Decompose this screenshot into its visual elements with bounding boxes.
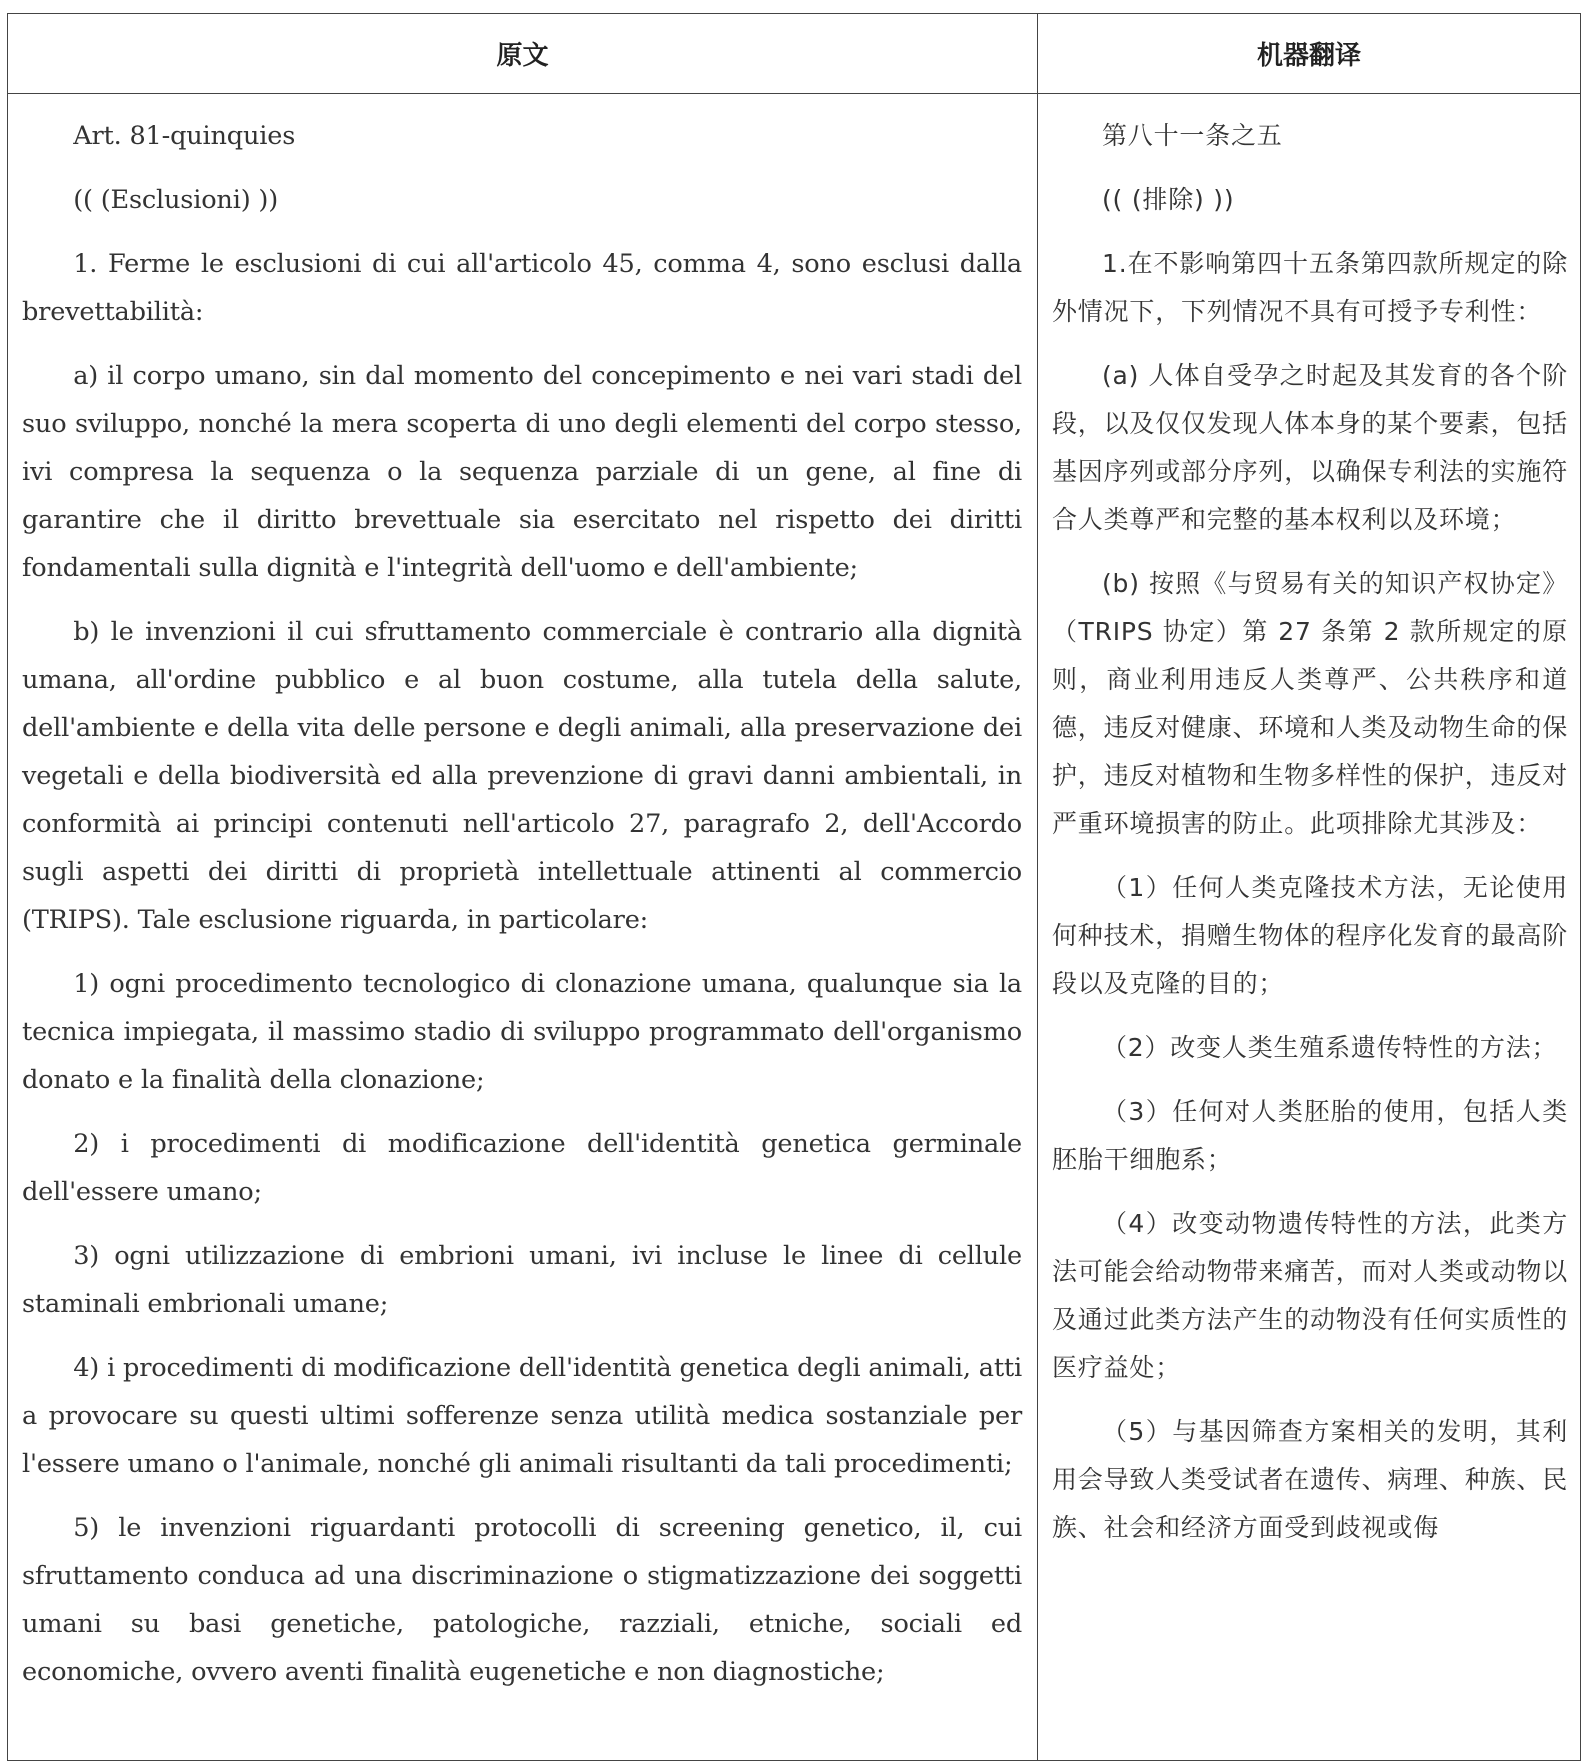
original-paragraph: 1. Ferme le esclusioni di cui all'articolo 45, comma 4, sono esclusi dalla brevettabilità: bbox=[22, 249, 1022, 327]
original-paragraph: Art. 81-quinquies bbox=[73, 121, 296, 151]
original-paragraph: 2) i procedimenti di modificazione dell'identità genetica germinale dell'essere umano; bbox=[22, 1129, 1022, 1207]
translation-text-cell bbox=[1038, 94, 1580, 1760]
translation-paragraph: （1）任何人类克隆技术方法，无论使用何种技术，捐赠生物体的程序化发育的最高阶段以及克隆的目的； bbox=[1052, 873, 1569, 998]
original-paragraph: 3) ogni utilizzazione di embrioni umani, ivi incluse le linee di cellule staminali embrionali umane; bbox=[22, 1241, 1022, 1319]
comparison-table bbox=[7, 13, 1581, 1761]
translation-paragraph: （2）改变人类生殖系遗传特性的方法； bbox=[1102, 1033, 1558, 1062]
header-translation: 机器翻译 bbox=[1256, 41, 1361, 71]
original-paragraph: 5) le invenzioni riguardanti protocolli di screening genetico, il, cui sfruttamento conduca ad una discriminazione o stigmatizzazione dei soggetti umani su basi genetiche, patologiche, razziali, etniche, sociali ed economiche, ovvero aventi finalità eugenetiche e non diagnostiche; bbox=[22, 1513, 1022, 1687]
original-paragraph: a) il corpo umano, sin dal momento del concepimento e nei vari stadi del suo sviluppo, nonché la mera scoperta di uno degli elementi del corpo stesso, ivi compresa la sequenza o la sequenza parziale di un gene, al fine di garantire che il diritto brevettuale sia esercitato nel rispetto dei diritti fondamentali sulla dignità e l'integrità dell'uomo e dell'ambiente; bbox=[22, 361, 1022, 583]
translation-paragraph: （3）任何对人类胚胎的使用，包括人类胚胎干细胞系； bbox=[1052, 1097, 1568, 1174]
table-body-row bbox=[8, 94, 1580, 1760]
original-paragraph: 1) ogni procedimento tecnologico di clonazione umana, qualunque sia la tecnica impiegata, il massimo stadio di sviluppo programmato dell'organismo donato e la finalità della clonazione; bbox=[22, 969, 1022, 1095]
original-paragraph: 4) i procedimenti di modificazione dell'identità genetica degli animali, atti a provocare su questi ultimi sofferenze senza utilità medica sostanziale per l'essere umano o l'animale, nonché gli animali risultanti da tali procedimenti; bbox=[22, 1353, 1022, 1479]
translation-paragraph: （5）与基因筛查方案相关的发明，其利用会导致人类受试者在遗传、病理、种族、民族、社会和经济方面受到歧视或侮 bbox=[1052, 1417, 1569, 1542]
translation-paragraph: (b) 按照《与贸易有关的知识产权协定》（TRIPS 协定）第 27 条第 2 款所规定的原则，商业利用违反人类尊严、公共秩序和道德，违反对健康、环境和人类及动物生命的保护，违反对植物和生物多样性的保护，违反对严重环境损害的防止。此项排除尤其涉及： bbox=[1052, 569, 1569, 838]
translation-paragraph: (( (排除) )) bbox=[1102, 185, 1235, 214]
translation-paragraph: （4）改变动物遗传特性的方法，此类方法可能会给动物带来痛苦，而对人类或动物以及通过此类方法产生的动物没有任何实质性的医疗益处； bbox=[1052, 1209, 1569, 1382]
translation-paragraph: 1.在不影响第四十五条第四款所规定的除外情况下，下列情况不具有可授予专利性： bbox=[1052, 249, 1568, 326]
original-text-cell bbox=[8, 94, 1038, 1760]
table-header-row bbox=[8, 14, 1580, 94]
header-original: 原文 bbox=[8, 14, 1038, 93]
original-paragraph: b) le invenzioni il cui sfruttamento commerciale è contrario alla dignità umana, all'ordine pubblico e al buon costume, alla tutela della salute, dell'ambiente e della vita delle persone e degli animali, alla preservazione dei vegetali e della biodiversità ed alla prevenzione di gravi danni ambientali, in conformità ai principi contenuti nell'articolo 27, paragrafo 2, dell'Accordo sugli aspetti dei diritti di proprietà intellettuale attinenti al commercio (TRIPS). Tale esclusione riguarda, in particolare: bbox=[22, 617, 1022, 935]
translation-paragraph: (a) 人体自受孕之时起及其发育的各个阶段，以及仅仅发现人体本身的某个要素，包括基因序列或部分序列，以确保专利法的实施符合人类尊严和完整的基本权利以及环境； bbox=[1052, 361, 1569, 534]
original-paragraph: (( (Esclusioni) )) bbox=[73, 185, 278, 215]
translation-paragraph: 第八十一条之五 bbox=[1102, 121, 1283, 150]
